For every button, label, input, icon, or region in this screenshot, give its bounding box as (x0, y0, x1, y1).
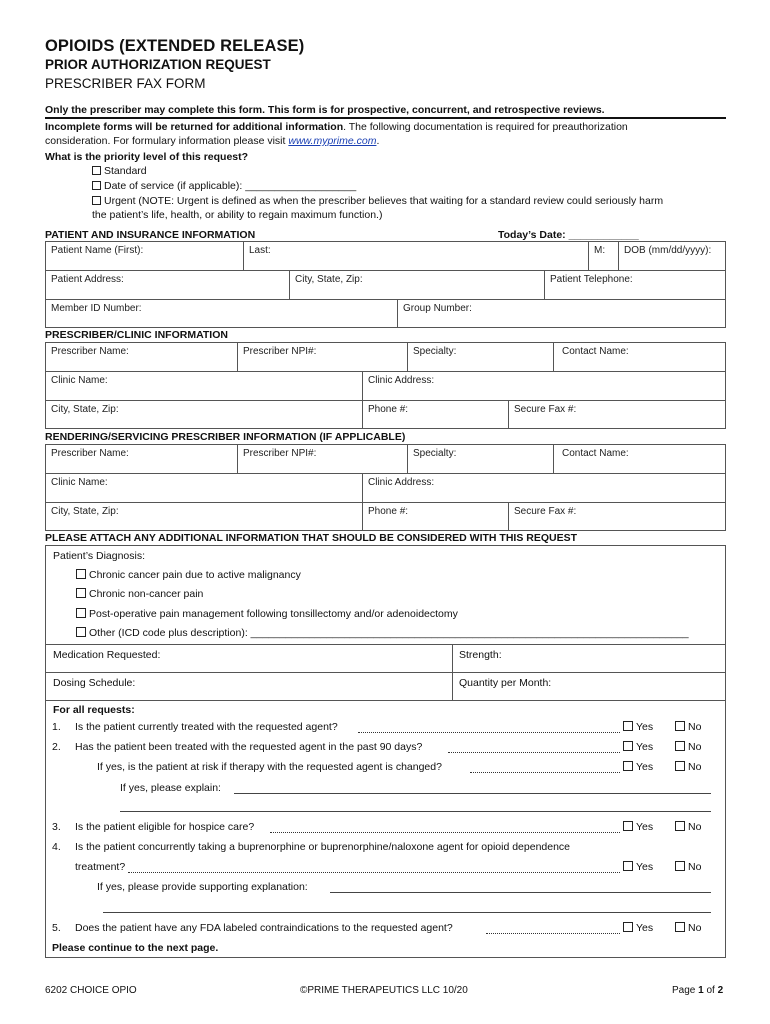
q4-no (675, 861, 701, 873)
form-title: OPIOIDS (EXTENDED RELEASE) (45, 37, 305, 55)
patient-csz-field[interactable]: City, State, Zip: (290, 271, 545, 300)
q2a-no-label: No (688, 761, 702, 773)
medication-requested-field[interactable]: Medication Requested: (53, 649, 161, 661)
urgent-label-2: the patient’s life, health, or ability to regain maximum function.) (92, 209, 383, 221)
myprime-link[interactable]: www.myprime.com (288, 135, 377, 147)
patient-address-field[interactable]: Patient Address: (46, 271, 290, 300)
page-total: 2 (717, 985, 724, 996)
prescriber-info-grid (45, 342, 726, 429)
form-code: 6202 CHOICE OPIO (45, 985, 137, 996)
q2b-explain-line-1[interactable] (234, 793, 711, 794)
q4-no-label: No (688, 861, 702, 873)
intro-line-2-bold: Incomplete forms will be returned for additional information (45, 121, 344, 133)
intro-line-3-end: . (376, 135, 380, 147)
q3-yes-checkbox[interactable] (623, 821, 633, 831)
q5-yes-checkbox[interactable] (623, 922, 633, 932)
dx-non-cancer-label: Chronic non-cancer pain (89, 588, 204, 600)
prescriber-name-field[interactable]: Prescriber Name: (46, 343, 238, 372)
med-row-divider-bottom (46, 700, 725, 701)
dx-option-post-op (76, 608, 458, 620)
q2a-yes (623, 761, 653, 773)
q3-no-label: No (688, 821, 702, 833)
q5-no-label: No (688, 922, 702, 934)
rendering-csz-field[interactable]: City, State, Zip: (46, 503, 363, 531)
q3-text: Is the patient eligible for hospice care? (75, 821, 255, 833)
priority-date-of-service (92, 179, 356, 193)
q2a-text: If yes, is the patient at risk if therapy with the requested agent is changed? (97, 761, 442, 773)
q4-number: 4. (52, 841, 61, 853)
rendering-clinic-name-field[interactable]: Clinic Name: (46, 474, 363, 503)
page-word: Page (672, 985, 699, 996)
clinic-name-field[interactable]: Clinic Name: (46, 372, 363, 401)
prescriber-contact-field[interactable]: Contact Name: (554, 343, 725, 372)
patient-last-name-field[interactable]: Last: (244, 242, 589, 271)
q3-no (675, 821, 701, 833)
intro-line-2-rest: . The following documentation is required for preauthorization (343, 121, 628, 133)
q5-yes (623, 922, 653, 934)
dx-post-op-label: Post-operative pain management following tonsillectomy and/or adenoidectomy (89, 608, 458, 620)
priority-question: What is the priority level of this request? (45, 151, 249, 163)
q2-text: Has the patient been treated with the requested agent in the past 90 days? (75, 741, 423, 753)
dx-option-other (76, 627, 689, 639)
q2b-explain-line-2[interactable] (120, 811, 711, 812)
strength-field[interactable]: Strength: (459, 649, 502, 661)
q5-no-checkbox[interactable] (675, 922, 685, 932)
q2a-leader-dots (470, 772, 620, 773)
q2b-text: If yes, please explain: (120, 782, 221, 794)
q5-no (675, 922, 701, 934)
continue-note: Please continue to the next page. (52, 942, 219, 954)
prescriber-npi-field[interactable]: Prescriber NPI#: (238, 343, 408, 372)
q3-no-checkbox[interactable] (675, 821, 685, 831)
page-number (672, 985, 723, 996)
rendering-npi-field[interactable]: Prescriber NPI#: (238, 445, 408, 474)
diagnosis-label: Patient’s Diagnosis: (53, 550, 146, 562)
urgent-label-1: Urgent (NOTE: Urgent is defined as when the prescriber believes that waiting for a standard review could seriously harm (104, 195, 664, 207)
dx-cancer-label: Chronic cancer pain due to active malignancy (89, 569, 301, 581)
patient-dob-field[interactable]: DOB (mm/dd/yyyy): (619, 242, 725, 271)
attach-section-title: PLEASE ATTACH ANY ADDITIONAL INFORMATION THAT SHOULD BE CONSIDERED WITH THIS REQUEST (45, 532, 577, 544)
q2-no-label: No (688, 741, 702, 753)
quantity-per-month-field[interactable]: Quantity per Month: (459, 677, 552, 689)
patient-section-title: PATIENT AND INSURANCE INFORMATION (45, 229, 256, 241)
form-name: PRESCRIBER FAX FORM (45, 76, 206, 91)
standard-label: Standard (104, 165, 147, 177)
q5-yes-label: Yes (636, 922, 654, 934)
priority-standard (92, 164, 147, 178)
dosing-schedule-field[interactable]: Dosing Schedule: (53, 677, 136, 689)
q1-no-label: No (688, 721, 702, 733)
urgent-checkbox[interactable] (92, 196, 101, 205)
form-subtitle: PRIOR AUTHORIZATION REQUEST (45, 57, 271, 72)
rendering-clinic-address-field[interactable]: Clinic Address: (363, 474, 725, 503)
q3-yes-label: Yes (636, 821, 654, 833)
q1-yes-checkbox[interactable] (623, 721, 633, 731)
q2-number: 2. (52, 741, 61, 753)
priority-urgent (92, 194, 663, 208)
todays-date-field[interactable]: Today’s Date: ____________ (498, 229, 639, 241)
dx-other-checkbox[interactable] (76, 627, 86, 637)
copyright: ©PRIME THERAPEUTICS LLC 10/20 (300, 985, 468, 996)
med-row-divider-top (46, 644, 725, 645)
q1-yes (623, 721, 653, 733)
dx-non-cancer-checkbox[interactable] (76, 588, 86, 598)
q1-leader-dots (358, 732, 620, 733)
q4-no-checkbox[interactable] (675, 861, 685, 871)
q5-leader-dots (486, 933, 620, 934)
q2-no-checkbox[interactable] (675, 741, 685, 751)
q4-leader-dots (128, 872, 620, 873)
q1-text: Is the patient currently treated with the requested agent? (75, 721, 338, 733)
q4c-explain-line-2[interactable] (103, 912, 711, 913)
prescriber-fax-field[interactable]: Secure Fax #: (514, 404, 577, 415)
patient-first-name-field[interactable]: Patient Name (First): (46, 242, 244, 271)
q2-yes (623, 741, 653, 753)
q5-number: 5. (52, 922, 61, 934)
dx-option-non-cancer (76, 588, 203, 600)
q4-text-2: treatment? (75, 861, 126, 873)
intro-line-3 (45, 134, 379, 148)
med-row-divider-mid (46, 672, 725, 673)
q1-yes-label: Yes (636, 721, 654, 733)
q2-yes-label: Yes (636, 741, 654, 753)
patient-info-grid (45, 241, 726, 328)
dx-cancer-checkbox[interactable] (76, 569, 86, 579)
prescriber-specialty-field[interactable]: Specialty: (408, 343, 554, 372)
dx-other-label[interactable]: Other (ICD code plus description): ___________________________________________________________________________ (89, 627, 689, 639)
q2a-no (675, 761, 701, 773)
prescriber-section-title: PRESCRIBER/CLINIC INFORMATION (45, 329, 228, 341)
q4c-text: If yes, please provide supporting explanation: (97, 881, 308, 893)
rendering-info-grid (45, 444, 726, 531)
q3-yes (623, 821, 653, 833)
rendering-specialty-field[interactable]: Specialty: (408, 445, 554, 474)
intro-line-3-start: consideration. For formulary information please visit (45, 135, 289, 147)
standard-checkbox[interactable] (92, 166, 101, 175)
intro-line-1: Only the prescriber may complete this form. This form is for prospective, concurrent, and retrospective reviews. (45, 104, 605, 116)
prescriber-csz-field[interactable]: City, State, Zip: (46, 401, 363, 429)
dx-option-cancer (76, 569, 301, 581)
q4-yes-checkbox[interactable] (623, 861, 633, 871)
rendering-phone-field[interactable]: Phone #: (363, 503, 509, 531)
q2a-yes-label: Yes (636, 761, 654, 773)
prescriber-phone-field[interactable]: Phone #: (363, 401, 509, 429)
q2a-yes-checkbox[interactable] (623, 761, 633, 771)
dx-post-op-checkbox[interactable] (76, 608, 86, 618)
member-id-field[interactable]: Member ID Number: (46, 300, 398, 328)
q2-yes-checkbox[interactable] (623, 741, 633, 751)
page-of: of (703, 985, 718, 996)
q4c-explain-line-1[interactable] (330, 892, 711, 893)
q2-no (675, 741, 701, 753)
date-of-service-label: Date of service (if applicable): ___________________ (104, 180, 357, 192)
q4-yes (623, 861, 653, 873)
patient-mi-field[interactable]: M: (589, 242, 619, 271)
rendering-contact-field[interactable]: Contact Name: (554, 445, 725, 474)
intro-line-2 (45, 120, 628, 134)
header-rule (45, 117, 726, 119)
patient-telephone-field[interactable]: Patient Telephone: (545, 271, 725, 300)
q1-no (675, 721, 701, 733)
rendering-section-title: RENDERING/SERVICING PRESCRIBER INFORMATION (IF APPLICABLE) (45, 431, 406, 443)
q4-text-1: Is the patient concurrently taking a buprenorphine or buprenorphine/naloxone agent for opioid dependence (75, 841, 571, 853)
q5-text: Does the patient have any FDA labeled contraindications to the requested agent? (75, 922, 453, 934)
q3-number: 3. (52, 821, 61, 833)
rendering-fax-field[interactable]: Secure Fax #: (514, 506, 577, 517)
q2a-no-checkbox[interactable] (675, 761, 685, 771)
q1-no-checkbox[interactable] (675, 721, 685, 731)
rendering-name-field[interactable]: Prescriber Name: (46, 445, 238, 474)
q3-leader-dots (270, 832, 620, 833)
q4-yes-label: Yes (636, 861, 654, 873)
date-of-service-checkbox[interactable] (92, 181, 101, 190)
clinic-address-field[interactable]: Clinic Address: (363, 372, 725, 401)
group-number-field[interactable]: Group Number: (403, 303, 472, 314)
page-current: 1 (698, 985, 704, 996)
q1-number: 1. (52, 721, 61, 733)
for-all-requests-title: For all requests: (53, 704, 135, 716)
q2-leader-dots (448, 752, 620, 753)
